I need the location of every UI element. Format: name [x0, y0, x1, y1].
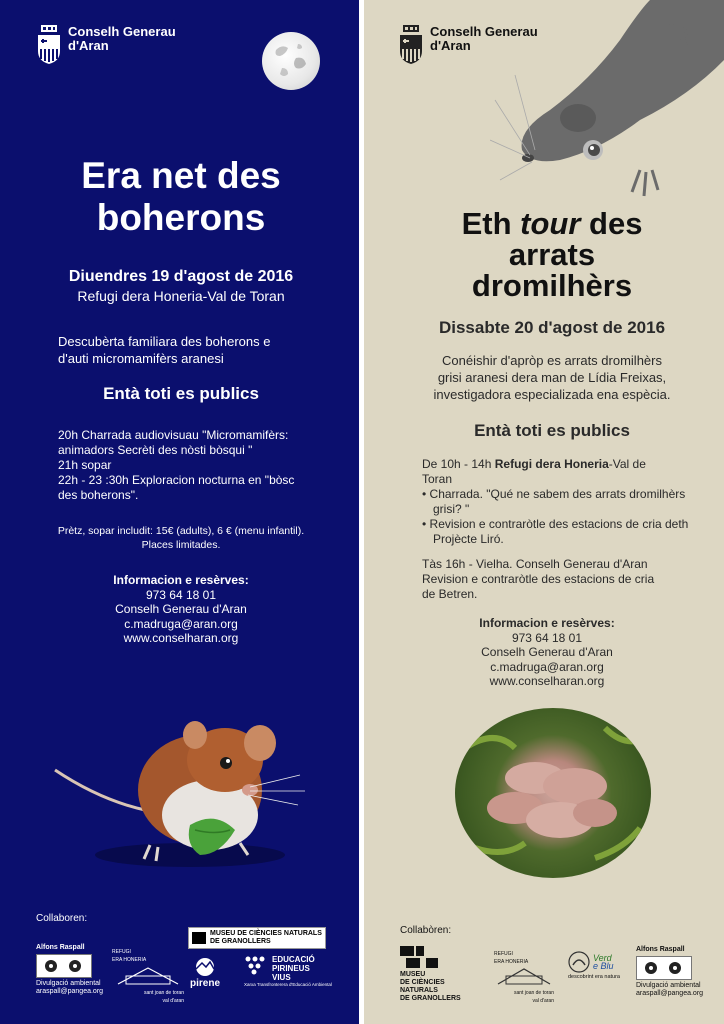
- org-name: Conselh Generau d'Aran: [481, 645, 613, 659]
- house-icon: [494, 966, 554, 986]
- web-link[interactable]: www.conselharan.org: [123, 631, 239, 645]
- panel-divider: [359, 0, 364, 1024]
- email-link[interactable]: c.madruga@aran.org: [490, 659, 604, 674]
- vole-illustration: [50, 705, 320, 875]
- right-program-afternoon: Tàs 16h - Vielha. Conselh Generau d'Aran Revision e contraròtle des estacions de cria de Betren.: [422, 557, 655, 601]
- owl-icon: [636, 956, 692, 980]
- aran-shield-icon: [398, 25, 424, 65]
- museum-granollers-logo-left: MUSEU DE CIÈNCIES NATURALS DE GRANOLLERS: [188, 927, 326, 949]
- program-bullet: • Revision e contraròtle des estacions de cria deth Projècte Liró.: [422, 517, 689, 546]
- left-program: 20h Charrada audiovisuau "Micromamifèrs: animadors Secrèti des nòsti bòsqui " 21h sopar 22h - 23 :30h Exploracion nocturna en "bòsc des boherons".: [58, 428, 295, 502]
- refugi-honeria-logo-left: REFUGI ERA HONERIA sant joan de toran val d'aran: [112, 949, 184, 1004]
- refugi-honeria-logo-right: REFUGI ERA HONERIA sant joan de toran val d'aran: [494, 951, 554, 1004]
- left-collab-label: Collaboren:: [36, 913, 88, 924]
- org-name-line1: Conselh Generau: [68, 24, 176, 39]
- right-description: Conéishir d'apròp es arrats dromilhèrs grisi aranesi dera man de Lídia Freixas, investigadora especializada ena espècia.: [433, 353, 671, 402]
- dots-icon: [244, 955, 268, 975]
- aran-logo-left: [36, 25, 176, 65]
- left-place: Refugi dera Honeria-Val de Toran: [77, 288, 285, 304]
- left-contact-info: [20, 573, 342, 646]
- org-name-line2: d'Aran: [430, 38, 471, 53]
- left-title: Era net des boherons: [81, 155, 281, 238]
- right-program: De 10h - 14h Refugi dera Honeria-Val de Toran • Charrada. "Qué ne sabem des arrats dromilhèrs grisi? " • Revision e contraròtle des estacions de cria deth Projècte Liró.: [422, 457, 692, 547]
- email-link[interactable]: c.madruga@aran.org: [124, 616, 238, 631]
- house-icon: [112, 964, 184, 986]
- pirene-logo: pirene: [190, 957, 220, 988]
- alfons-raspall-logo-left: Alfons Raspall Divulgació ambiental araspall@pangea.org: [36, 944, 104, 995]
- right-contact-info: [382, 616, 712, 689]
- museum-icon: [192, 932, 206, 944]
- info-title: Informacion e resèrves:: [479, 616, 615, 630]
- program-bullet: • Charrada. "Qué ne sabem des arrats dromilhèrs grisi? ": [422, 487, 686, 516]
- verd-e-blu-logo: Verd e Blu descobrint era natura: [568, 953, 620, 980]
- educacio-pirineus-vius-logo: EDUCACIÓ PIRINEUS VIUS Xarxa Transfronterera d'Educació Ambiental: [244, 955, 332, 987]
- org-name: Conselh Generau d'Aran: [115, 602, 247, 616]
- right-date: Dissabte 20 d'agost de 2016: [438, 318, 666, 337]
- phone: 973 64 18 01: [511, 630, 583, 645]
- org-name-line1: Conselh Generau: [430, 24, 538, 39]
- bird-icon: [568, 951, 590, 973]
- aran-shield-icon: [36, 25, 62, 65]
- pirene-icon: [192, 957, 218, 977]
- right-public-heading: Entà toti es publics: [474, 421, 630, 440]
- museum-granollers-logo-right: MUSEU DE CIÈNCIES NATURALS DE GRANOLLERS: [400, 946, 482, 1003]
- left-public-heading: Entà toti es publics: [103, 384, 259, 403]
- right-collab-label: Collabòren:: [400, 925, 452, 936]
- org-name-line2: d'Aran: [68, 38, 109, 53]
- phone: 973 64 18 01: [145, 587, 217, 602]
- right-title: Eth tour des arrats dromilhèrs: [461, 206, 643, 303]
- owl-icon: [36, 954, 92, 978]
- dormouse-illustration: [490, 0, 724, 205]
- baby-dormice-nest-photo: [455, 708, 651, 878]
- web-link[interactable]: www.conselharan.org: [489, 674, 605, 688]
- moon-icon: [262, 32, 320, 90]
- left-date: Diuendres 19 d'agost de 2016: [68, 268, 294, 285]
- alfons-raspall-logo-right: Alfons Raspall Divulgació ambiental araspall@pangea.org: [636, 946, 704, 997]
- left-description: Descubèrta familiara des boherons e d'auti micromamifèrs aranesi: [58, 334, 271, 366]
- left-price: Prètz, sopar includit: 15€ (adults), 6 € (menu infantil). Places limitades.: [57, 525, 305, 551]
- museum-icon: [400, 946, 440, 968]
- info-title: Informacion e resèrves:: [113, 573, 249, 587]
